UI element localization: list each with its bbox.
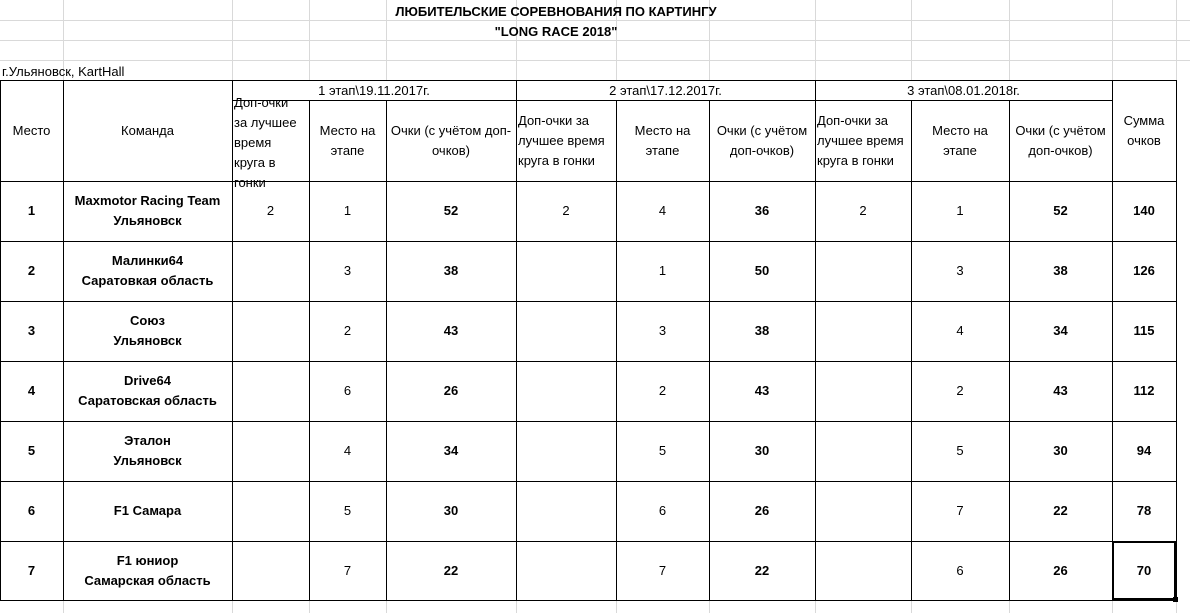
header-points: очков) <box>431 143 471 158</box>
stage1-points-cell: 30 <box>443 503 459 518</box>
stage3-points-cell: 52 <box>1053 203 1068 218</box>
stage2-points-cell: 36 <box>754 203 770 218</box>
stage2-points-cell: 43 <box>754 383 770 398</box>
header-bonus: лучшее время <box>817 133 904 148</box>
team-name: Малинки64 <box>111 253 184 268</box>
header-bonus: круга в гонки <box>518 153 595 168</box>
stage2-place-cell: 6 <box>658 503 667 518</box>
stage3-place-cell: 1 <box>956 203 964 218</box>
stage3-place-cell: 4 <box>956 323 964 338</box>
stage1-points-cell: 34 <box>443 443 459 458</box>
stage3-place-cell: 5 <box>956 443 964 458</box>
stage2-points-cell: 22 <box>754 563 770 578</box>
total-cell: 70 <box>1136 563 1152 578</box>
place-cell: 7 <box>27 563 36 578</box>
stage2-points-cell: 26 <box>754 503 770 518</box>
stage3-points-cell: 34 <box>1053 323 1068 338</box>
place-cell: 4 <box>27 383 36 398</box>
header-stage-place: этапе <box>943 143 977 158</box>
header-points: Очки (с учётом <box>1015 123 1106 138</box>
header-team: Команда <box>121 123 174 138</box>
header-stage-place: этапе <box>330 143 365 158</box>
stage3-points-cell: 22 <box>1053 503 1068 518</box>
team-city: Ульяновск <box>113 213 182 228</box>
stage1-place-cell: 6 <box>343 383 352 398</box>
stage3-place-cell: 2 <box>956 383 964 398</box>
header-stage-place: этапе <box>645 143 680 158</box>
stage3-points-cell: 30 <box>1053 443 1068 458</box>
stage3-bonus-cell: 2 <box>859 203 867 218</box>
header-stage-place: Место на <box>932 123 988 138</box>
header-points: Очки (с учётом <box>716 123 808 138</box>
team-name: F1 Самара <box>113 503 182 518</box>
stage2-points-cell: 38 <box>754 323 770 338</box>
header-bonus-stage1: гонки <box>234 175 266 190</box>
place-cell: 5 <box>27 443 36 458</box>
header-stage-place: Место на <box>319 123 376 138</box>
stage1-bonus-cell: 2 <box>266 203 275 218</box>
stage1-place-cell: 2 <box>343 323 352 338</box>
stage3-points-cell: 26 <box>1053 563 1068 578</box>
stage2-points-cell: 50 <box>754 263 770 278</box>
stage1-points-cell: 26 <box>443 383 459 398</box>
header-place: Место <box>12 123 51 138</box>
header-bonus: Доп-очки за <box>518 113 590 128</box>
stage2-points-cell: 30 <box>754 443 770 458</box>
stage2-bonus-cell: 2 <box>562 203 570 218</box>
header-stage-place: Место на <box>634 123 691 138</box>
header-bonus: лучшее время <box>518 133 605 148</box>
team-name: Drive64 <box>124 373 171 388</box>
header-stage2: 2 этап\17.12.2017г. <box>609 83 722 98</box>
header-bonus-stage1: Доп-очки <box>234 95 289 110</box>
stage1-points-cell: 43 <box>443 323 459 338</box>
selected-cell[interactable] <box>1112 541 1176 600</box>
stage1-place-cell: 7 <box>343 563 352 578</box>
stage1-points-cell: 38 <box>443 263 459 278</box>
stage1-points-cell: 52 <box>443 203 459 218</box>
place-cell: 1 <box>27 203 36 218</box>
stage3-place-cell: 3 <box>956 263 964 278</box>
stage3-place-cell: 7 <box>956 503 964 518</box>
team-city: Самарская область <box>84 573 211 588</box>
stage1-points-cell: 22 <box>443 563 459 578</box>
fill-handle[interactable] <box>1173 597 1178 602</box>
team-name: Maxmotor Racing Team <box>74 193 221 208</box>
total-cell: 78 <box>1136 503 1152 518</box>
sheet-subtitle: "LONG RACE 2018" <box>494 24 618 39</box>
stage3-points-cell: 38 <box>1053 263 1068 278</box>
header-bonus: круга в гонки <box>817 153 894 168</box>
header-bonus-stage1: время <box>234 135 272 150</box>
header-bonus: Доп-очки за <box>817 113 889 128</box>
team-name: Эталон <box>124 433 171 448</box>
header-points: Очки (с учётом доп- <box>390 123 512 138</box>
stage2-place-cell: 2 <box>658 383 667 398</box>
place-cell: 3 <box>27 323 36 338</box>
total-cell: 115 <box>1133 323 1155 338</box>
team-city: Саратовкая область <box>81 273 214 288</box>
header-points: доп-очков) <box>729 143 795 158</box>
stage2-place-cell: 1 <box>658 263 667 278</box>
stage2-place-cell: 3 <box>658 323 667 338</box>
stage1-place-cell: 5 <box>343 503 352 518</box>
header-stage3: 3 этап\08.01.2018г. <box>907 83 1020 98</box>
stage1-place-cell: 3 <box>343 263 352 278</box>
header-bonus-stage1: за лучшее <box>234 115 297 130</box>
stage1-place-cell: 4 <box>343 443 352 458</box>
stage3-points-cell: 43 <box>1053 383 1068 398</box>
header-total: Сумма <box>1123 113 1165 128</box>
place-cell: 2 <box>27 263 36 278</box>
stage2-place-cell: 7 <box>658 563 667 578</box>
team-name: Союз <box>130 313 165 328</box>
header-points: доп-очков) <box>1028 143 1093 158</box>
location-label: г.Ульяновск, KartHall <box>2 64 125 79</box>
stage2-place-cell: 4 <box>658 203 667 218</box>
team-city: Ульяновск <box>113 453 182 468</box>
header-bonus-stage1: круга в <box>234 155 276 170</box>
sheet-title: ЛЮБИТЕЛЬСКИЕ СОРЕВНОВАНИЯ ПО КАРТИНГУ <box>395 4 717 19</box>
total-cell: 140 <box>1133 203 1155 218</box>
stage3-place-cell: 6 <box>956 563 964 578</box>
stage2-place-cell: 5 <box>658 443 667 458</box>
team-city: Ульяновск <box>113 333 182 348</box>
place-cell: 6 <box>27 503 36 518</box>
total-cell: 126 <box>1133 263 1155 278</box>
stage1-place-cell: 1 <box>343 203 352 218</box>
team-name: F1 юниор <box>116 553 179 568</box>
team-city: Саратовская область <box>78 393 217 408</box>
header-stage1: 1 этап\19.11.2017г. <box>318 83 430 98</box>
total-cell: 112 <box>1133 383 1155 398</box>
header-total: очков <box>1127 133 1161 148</box>
total-cell: 94 <box>1136 443 1152 458</box>
